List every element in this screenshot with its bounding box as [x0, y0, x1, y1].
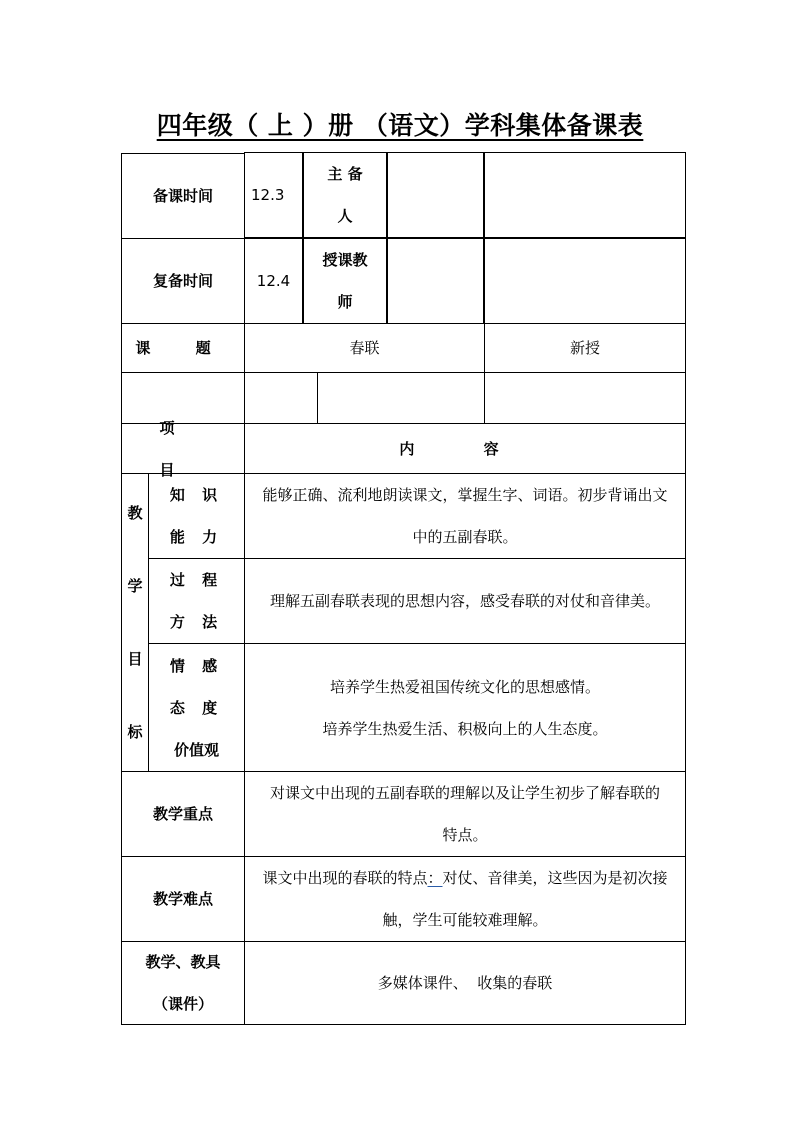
teacher-label	[303, 238, 387, 324]
key-points-text	[244, 771, 686, 857]
emotion-label-line2: 态 度	[169, 698, 224, 717]
knowledge-text-line2: 中的五副春联。	[412, 528, 518, 546]
process-text: 理解五副春联表现的思想内容，感受春联的对仗和音律美。	[244, 558, 686, 644]
teacher-value	[387, 238, 484, 324]
process-label-line2: 方 法	[169, 613, 224, 631]
knowledge-label-line2: 能 力	[169, 528, 224, 546]
emotion-label	[148, 643, 245, 772]
difficult-points-label: 教学难点	[121, 856, 245, 942]
difficult-points-text-a: 课文中出现的春联的特点	[262, 869, 428, 887]
emotion-label-line1: 情 感	[169, 656, 224, 675]
goals-side-char-4: 标	[127, 723, 143, 742]
key-points-text-line2: 特点。	[442, 826, 488, 844]
emotion-text-line2: 培养学生热爱生活、积极向上的人生态度。	[322, 719, 608, 738]
knowledge-text	[244, 473, 686, 559]
emotion-text	[244, 643, 686, 772]
tools-text: 多媒体课件、 收集的春联	[244, 941, 686, 1025]
emotion-label-line3: 价值观	[173, 740, 219, 759]
goals-side-char-2: 学	[127, 576, 143, 595]
knowledge-text-line1: 能够正确、流利地朗读课文，掌握生字、词语。初步背诵出文	[262, 486, 668, 504]
tools-label-line1: 教学、教具	[145, 953, 221, 971]
difficult-points-text-line1	[262, 857, 667, 899]
review-time-label: 复备时间	[121, 238, 245, 324]
row4-empty-cell-2	[244, 372, 318, 424]
row4-empty-cell-3	[317, 372, 485, 424]
knowledge-label-line1: 知 识	[169, 486, 224, 504]
teacher-label-line1: 授课教	[322, 251, 368, 269]
prep-time-label: 备课时间	[121, 153, 245, 239]
lesson-type: 新授	[484, 323, 686, 373]
difficult-points-text	[244, 856, 686, 942]
content-label: 内 容	[244, 423, 686, 474]
process-label-line1: 过 程	[169, 571, 224, 589]
tools-label	[121, 941, 245, 1025]
difficult-points-colon: ：	[427, 869, 443, 887]
main-prep-label-line1: 主 备	[327, 165, 363, 183]
review-time-value: 12.4	[244, 238, 303, 324]
prep-time-value: 12.3	[244, 152, 303, 238]
main-prep-value	[387, 152, 484, 238]
difficult-points-text-line2: 触，学生可能较难理解。	[382, 911, 548, 929]
row4-empty-cell-4	[484, 372, 686, 424]
item-label: 项 目	[121, 423, 245, 474]
row2-empty-cell	[484, 238, 686, 324]
goals-side-char-3: 目	[127, 650, 143, 669]
teacher-label-line2: 师	[337, 293, 353, 311]
tools-label-line2: （课件）	[152, 995, 213, 1013]
emotion-text-line1: 培养学生热爱祖国传统文化的思想感情。	[329, 677, 600, 696]
topic-value: 春联	[244, 323, 485, 373]
page-title: 四年级（ 上 ）册 （语文）学科集体备课表	[156, 111, 644, 140]
row1-empty-cell	[484, 152, 686, 238]
knowledge-label	[148, 473, 245, 559]
topic-label: 课 题	[121, 323, 245, 373]
key-points-text-line1: 对课文中出现的五副春联的理解以及让学生初步了解春联的	[269, 784, 660, 802]
main-prep-label	[303, 152, 387, 238]
process-label	[148, 558, 245, 644]
goals-side-label	[121, 473, 149, 772]
main-prep-label-line2: 人	[337, 207, 353, 225]
key-points-label: 教学重点	[121, 771, 245, 857]
difficult-points-text-b: 对仗、音律美，这些因为是初次接	[442, 869, 668, 887]
goals-side-char-1: 教	[127, 503, 143, 522]
